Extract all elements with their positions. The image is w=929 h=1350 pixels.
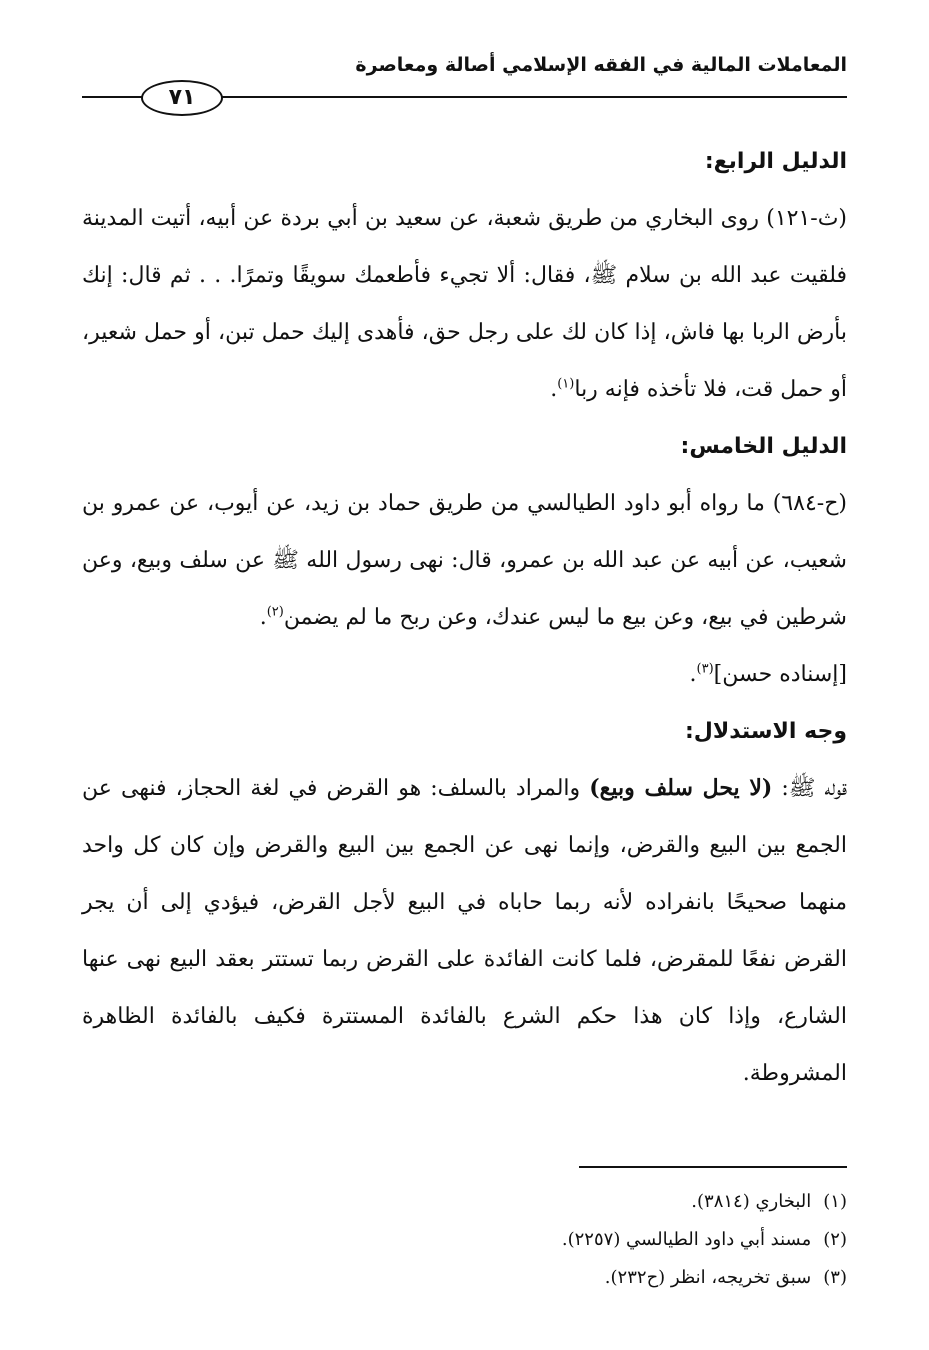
narration-ref: (ث-١٢١) <box>766 206 847 231</box>
main-text <box>82 133 847 1102</box>
footnote-separator <box>579 1166 847 1168</box>
footnote-number: (١) <box>823 1191 847 1212</box>
footnote-item <box>82 1183 847 1221</box>
sentence-end: . <box>259 605 267 630</box>
footnote-text: البخاري (٣٨١٤). <box>691 1191 812 1212</box>
inference-text: والمراد بالسلف: هو القرض في لغة الحجاز، فنهى عن الجمع بين البيع والقرض، وإنما نهى عن الجمع بين البيع والقرض وإن كان كل واحد منهما صحيحًا بانفراده لأنه ربما حاباه في البيع لأجل القرض، فيؤدي إلى أن يجر القرض نفعًا للمقرض، فلما كانت الفائدة على القرض ربما تستتر بعقد البيع نهى عنها الشارع، وإذا كان هذا حكم الشرع بالفائدة المستترة فكيف بالفائدة الظاهرة المشروطة. <box>82 776 847 1086</box>
sentence-end: . <box>550 377 558 402</box>
footnote-text: سبق تخريجه، انظر (ح٢٣٢). <box>604 1267 812 1288</box>
footnote-text: مسند أبي داود الطيالسي (٢٢٥٧). <box>561 1229 812 1250</box>
section-heading-fourth-evidence: الدليل الرابع: <box>704 149 847 174</box>
grading-text: [إسناده حسن] <box>713 662 847 687</box>
paragraph-inference <box>82 760 847 1102</box>
section-heading-inference: وجه الاستدلال: <box>684 719 847 744</box>
hadith-text: ما رواه أبو داود الطيالسي من طريق حماد بن زيد، عن أيوب، عن عمرو بن شعيب، عن أبيه عن عبد الله بن عمرو، قال: نهى رسول الله ﷺ عن سلف وبيع، وعن شرطين في بيع، وعن بيع ما ليس عندك، وعن ربح ما لم يضمن <box>82 491 847 630</box>
footnote-item <box>82 1259 847 1297</box>
narration-text: روى البخاري من طريق شعبة، عن سعيد بن أبي بردة عن أبيه، أتيت المدينة فلقيت عبد الله بن سلام ﷺ، فقال: ألا تجيء فأطعمك سويقًا وتمرًا. . . ثم قال: إنك بأرض الربا بها فاش، إذا كان لك على رجل حق، فأهدى إليك حمل تبن، أو حمل شعير، أو حمل قت، فلا تأخذه فإنه ربا <box>82 206 847 402</box>
footnote-number: (٢) <box>823 1229 847 1250</box>
footnote-ref-1: (١) <box>557 376 575 392</box>
hadith-ref: (ح-٦٨٤) <box>772 491 847 516</box>
footnote-item <box>82 1221 847 1259</box>
section-heading-fifth-evidence: الدليل الخامس: <box>680 434 847 459</box>
grading-line <box>82 646 847 703</box>
footnotes <box>82 1183 847 1297</box>
page-number: ٧١ <box>141 80 223 116</box>
inference-lead: قوله ﷺ: <box>772 776 847 801</box>
hadith-quote: (لا يحل سلف وبيع) <box>589 775 773 801</box>
footnote-ref-3: (٣) <box>696 661 714 677</box>
running-header-title: المعاملات المالية في الفقه الإسلامي أصالة ومعاصرة <box>355 54 847 76</box>
footnote-number: (٣) <box>823 1267 847 1288</box>
sentence-end: . <box>689 662 697 687</box>
paragraph-fourth-evidence <box>82 190 847 418</box>
paragraph-fifth-evidence <box>82 475 847 646</box>
footnote-ref-2: (٢) <box>266 604 284 620</box>
